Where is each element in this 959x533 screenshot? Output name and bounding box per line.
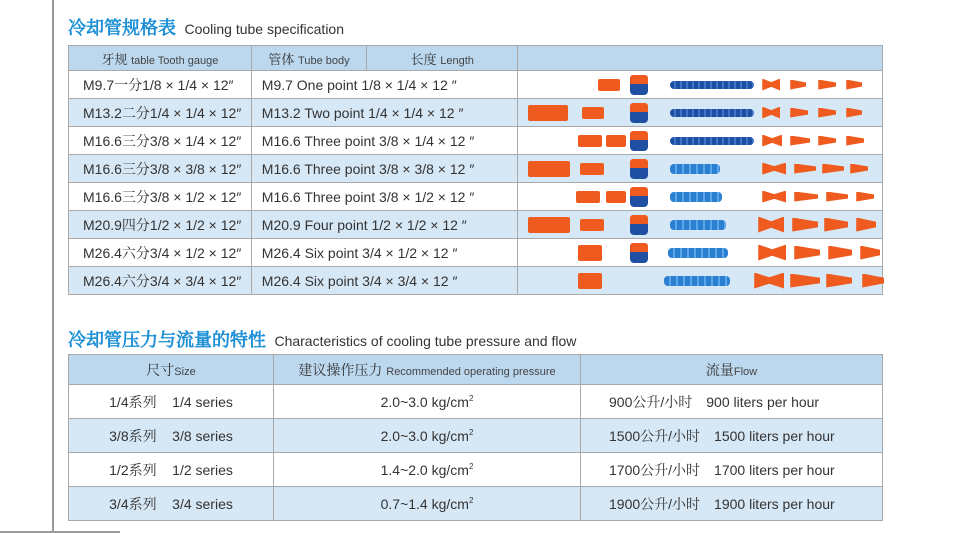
segmented-hose-icon — [670, 109, 754, 117]
nozzle-part-icon — [856, 192, 874, 202]
nozzle-part-icon — [824, 218, 848, 232]
segmented-hose-icon — [664, 276, 730, 286]
nozzle-part-icon — [846, 80, 862, 90]
flow-value-en: 900 liters per hour — [706, 393, 820, 410]
spec-row — [69, 155, 883, 183]
pressure-value: 2.0~3.0 kg/cm — [380, 427, 469, 444]
header-tooth-gauge: 牙规 table Tooth gauge — [69, 46, 252, 71]
nozzle-part-icon — [818, 108, 836, 118]
spec-row — [69, 267, 883, 295]
parts-image-cell — [518, 183, 883, 211]
size-cell: 3/4系列 3/4 series — [69, 487, 274, 521]
pressure-value: 2.0~3.0 kg/cm — [380, 393, 469, 410]
flow-cell — [581, 453, 883, 487]
tube-body-cell: M26.4 Six point 3/4 × 3/4 × 12 ″ — [251, 267, 517, 295]
nozzle-part-icon — [850, 164, 868, 174]
pressure-cell — [274, 487, 581, 521]
header-tube-body: 管体 Tube body — [251, 46, 366, 71]
tooth-gauge-cell: M16.6三分3/8 × 1/4 × 12″ — [69, 127, 252, 155]
flow-header-row — [69, 355, 883, 385]
left-border-line — [52, 0, 54, 533]
valve-part-icon — [630, 75, 648, 95]
pressure-value: 1.4~2.0 kg/cm — [380, 461, 469, 478]
flow-title-cn: 冷却管压力与流量的特性 — [68, 330, 266, 351]
nozzle-part-icon — [790, 80, 806, 90]
nozzle-part-icon — [578, 245, 602, 261]
nozzle-part-icon — [528, 217, 570, 233]
segmented-hose-icon — [670, 164, 720, 174]
pressure-value: 0.7~1.4 kg/cm — [380, 495, 469, 512]
nozzle-part-icon — [528, 161, 570, 177]
nozzle-part-icon — [822, 164, 844, 174]
flow-value-cn: 1500公升/小时 — [609, 427, 701, 444]
cooling-tube-parts-image — [518, 240, 882, 266]
valve-part-icon — [630, 187, 648, 207]
nozzle-part-icon — [794, 246, 820, 260]
tooth-gauge-cell: M16.6三分3/8 × 1/2 × 12″ — [69, 183, 252, 211]
cooling-tube-parts-image — [518, 212, 882, 238]
flow-cell — [581, 487, 883, 521]
tube-body-cell: M13.2 Two point 1/4 × 1/4 × 12 ″ — [251, 99, 517, 127]
nozzle-part-icon — [598, 79, 620, 91]
size-cell: 3/8系列 3/8 series — [69, 419, 274, 453]
pressure-cell — [274, 385, 581, 419]
nozzle-part-icon — [528, 105, 568, 121]
tooth-gauge-cell: M16.6三分3/8 × 3/8 × 12″ — [69, 155, 252, 183]
nozzle-part-icon — [758, 245, 786, 261]
parts-image-cell — [518, 71, 883, 99]
flow-row — [69, 419, 883, 453]
cooling-tube-parts-image — [518, 100, 882, 126]
valve-part-icon — [630, 243, 648, 263]
parts-image-cell — [518, 267, 883, 295]
nozzle-part-icon — [818, 136, 836, 146]
nozzle-part-icon — [826, 274, 852, 288]
flow-value-cn: 1700公升/小时 — [609, 461, 701, 478]
tooth-gauge-cell: M26.4六分3/4 × 1/2 × 12″ — [69, 239, 252, 267]
nozzle-part-icon — [792, 218, 818, 232]
nozzle-part-icon — [794, 192, 818, 202]
parts-image-cell — [518, 99, 883, 127]
nozzle-part-icon — [576, 191, 600, 203]
spec-row — [69, 183, 883, 211]
spec-row — [69, 71, 883, 99]
spec-row — [69, 127, 883, 155]
nozzle-part-icon — [762, 191, 786, 203]
unit-superscript: 2 — [468, 461, 474, 471]
nozzle-part-icon — [856, 218, 876, 232]
nozzle-part-icon — [762, 163, 786, 175]
nozzle-part-icon — [826, 192, 848, 202]
segmented-hose-icon — [670, 137, 754, 145]
segmented-hose-icon — [668, 248, 728, 258]
nozzle-part-icon — [794, 164, 816, 174]
valve-part-icon — [630, 103, 648, 123]
flow-value-cn: 900公升/小时 — [609, 393, 693, 410]
flow-row — [69, 385, 883, 419]
tube-body-cell: M9.7 One point 1/8 × 1/4 × 12 ″ — [251, 71, 517, 99]
segmented-hose-icon — [670, 220, 726, 230]
flow-value-en: 1500 liters per hour — [714, 427, 835, 444]
tube-body-cell: M16.6 Three point 3/8 × 3/8 × 12 ″ — [251, 155, 517, 183]
spec-row — [69, 211, 883, 239]
spec-row — [69, 239, 883, 267]
nozzle-part-icon — [758, 217, 784, 233]
parts-image-cell — [518, 211, 883, 239]
cooling-tube-parts-image — [518, 268, 882, 294]
nozzle-part-icon — [582, 107, 604, 119]
header-flow: 流量Flow — [581, 355, 883, 385]
pressure-flow-table — [68, 354, 883, 521]
flow-cell — [581, 385, 883, 419]
spec-header-row — [69, 46, 883, 71]
header-length: 长度 Length — [367, 46, 518, 71]
parts-image-cell — [518, 127, 883, 155]
nozzle-part-icon — [754, 273, 784, 289]
spec-title-en: Cooling tube specification — [184, 21, 344, 37]
flow-row — [69, 453, 883, 487]
valve-part-icon — [630, 159, 648, 179]
nozzle-part-icon — [790, 108, 808, 118]
nozzle-part-icon — [828, 246, 852, 260]
tube-body-cell: M26.4 Six point 3/4 × 1/2 × 12 ″ — [251, 239, 517, 267]
pressure-flow-section-heading — [68, 326, 576, 352]
spec-table — [68, 45, 883, 295]
unit-superscript: 2 — [468, 393, 474, 403]
parts-image-cell — [518, 239, 883, 267]
nozzle-part-icon — [578, 135, 602, 147]
nozzle-part-icon — [580, 219, 604, 231]
tube-body-cell: M20.9 Four point 1/2 × 1/2 × 12 ″ — [251, 211, 517, 239]
pressure-cell — [274, 453, 581, 487]
spec-row — [69, 99, 883, 127]
nozzle-part-icon — [580, 163, 604, 175]
valve-part-icon — [630, 215, 648, 235]
nozzle-part-icon — [846, 136, 864, 146]
size-cell: 1/2系列 1/2 series — [69, 453, 274, 487]
pressure-cell — [274, 419, 581, 453]
valve-part-icon — [630, 131, 648, 151]
nozzle-part-icon — [762, 135, 782, 147]
nozzle-part-icon — [860, 246, 880, 260]
tooth-gauge-cell: M26.4六分3/4 × 3/4 × 12″ — [69, 267, 252, 295]
cooling-tube-parts-image — [518, 72, 882, 98]
nozzle-part-icon — [762, 79, 780, 91]
nozzle-part-icon — [790, 136, 810, 146]
tube-body-cell: M16.6 Three point 3/8 × 1/2 × 12 ″ — [251, 183, 517, 211]
tooth-gauge-cell: M13.2二分1/4 × 1/4 × 12″ — [69, 99, 252, 127]
nozzle-part-icon — [578, 273, 602, 289]
nozzle-part-icon — [818, 80, 836, 90]
spec-title-cn: 冷却管规格表 — [68, 18, 176, 39]
parts-image-cell — [518, 155, 883, 183]
spec-section-heading — [68, 14, 344, 40]
flow-cell — [581, 419, 883, 453]
header-parts-image — [518, 46, 883, 71]
segmented-hose-icon — [670, 81, 754, 89]
segmented-hose-icon — [670, 192, 722, 202]
nozzle-part-icon — [762, 107, 780, 119]
cooling-tube-parts-image — [518, 128, 882, 154]
nozzle-part-icon — [606, 135, 626, 147]
nozzle-part-icon — [790, 274, 820, 288]
nozzle-part-icon — [606, 191, 626, 203]
tooth-gauge-cell: M9.7一分1/8 × 1/4 × 12″ — [69, 71, 252, 99]
cooling-tube-parts-image — [518, 156, 882, 182]
flow-value-en: 1700 liters per hour — [714, 461, 835, 478]
unit-superscript: 2 — [468, 427, 474, 437]
nozzle-part-icon — [862, 274, 884, 288]
nozzle-part-icon — [846, 108, 862, 118]
flow-title-en: Characteristics of cooling tube pressure and flow — [274, 333, 577, 349]
cooling-tube-parts-image — [518, 184, 882, 210]
flow-value-cn: 1900公升/小时 — [609, 495, 701, 512]
header-size: 尺寸Size — [69, 355, 274, 385]
unit-superscript: 2 — [468, 495, 474, 505]
size-cell: 1/4系列 1/4 series — [69, 385, 274, 419]
header-pressure: 建议操作压力 Recommended operating pressure — [274, 355, 581, 385]
flow-row — [69, 487, 883, 521]
tube-body-cell: M16.6 Three point 3/8 × 1/4 × 12 ″ — [251, 127, 517, 155]
tooth-gauge-cell: M20.9四分1/2 × 1/2 × 12″ — [69, 211, 252, 239]
flow-value-en: 1900 liters per hour — [714, 495, 835, 512]
